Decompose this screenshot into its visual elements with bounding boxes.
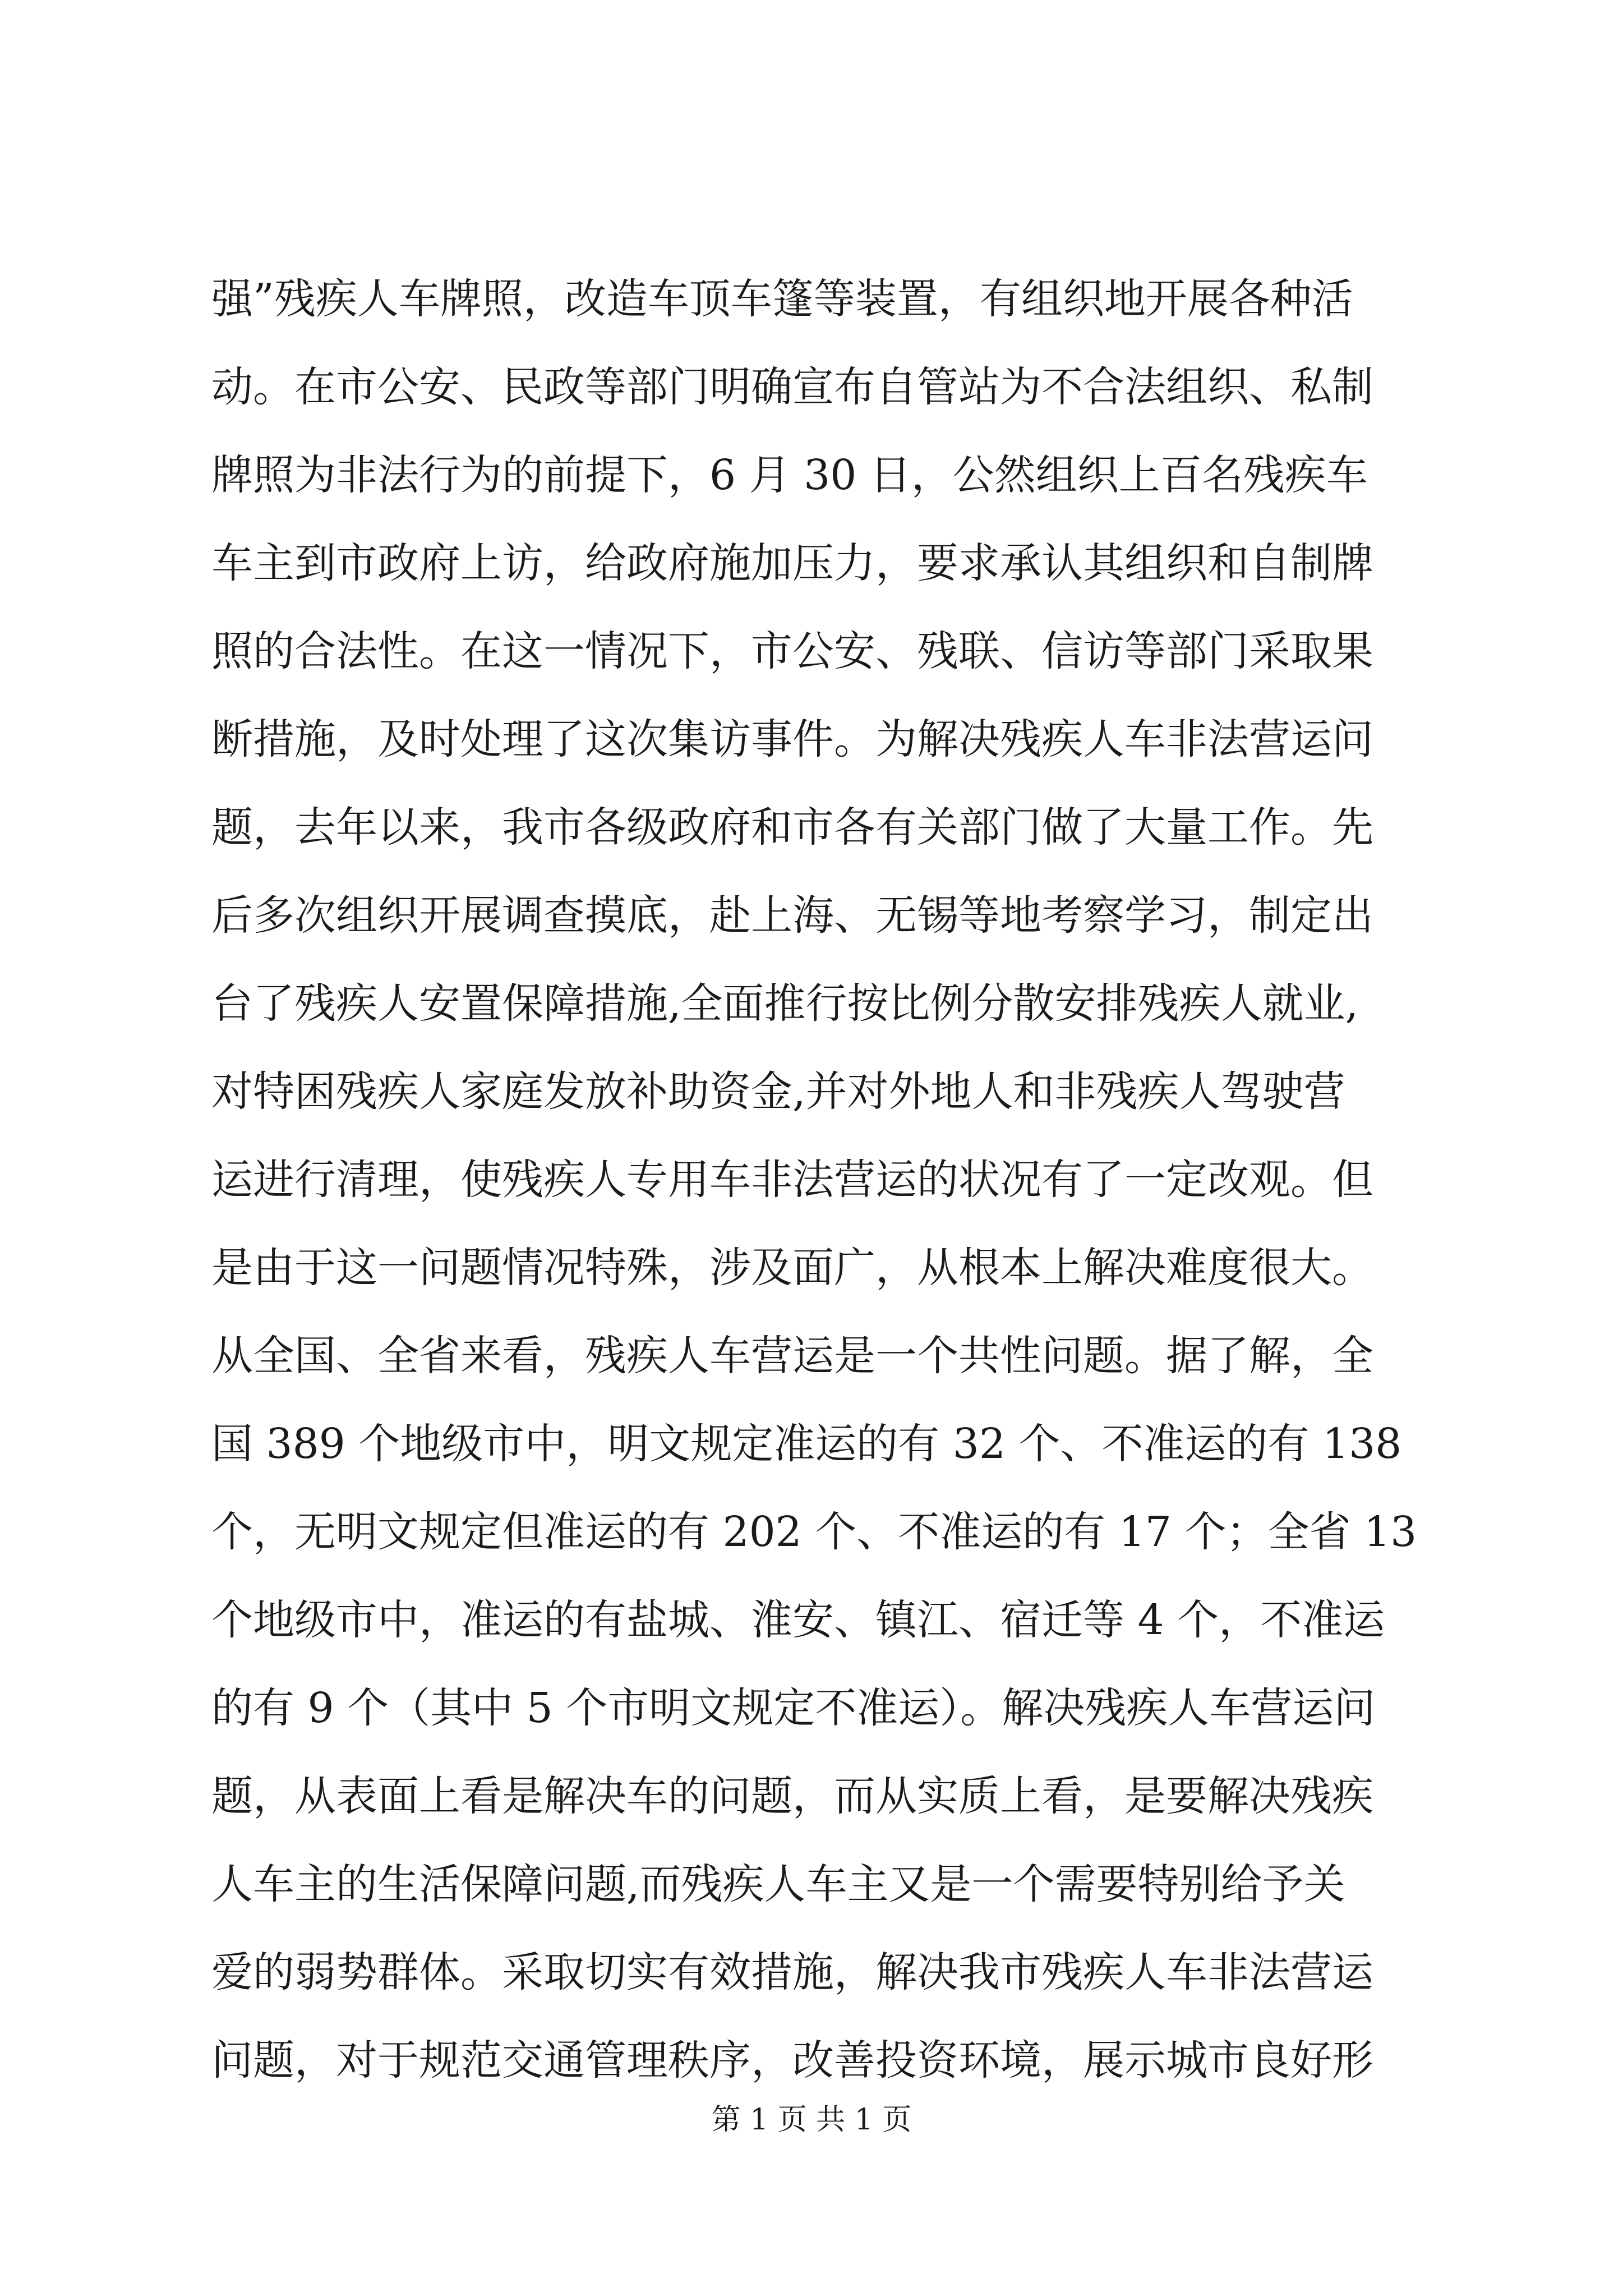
text-line: 动。在市公安、民政等部门明确宣布自管站为不合法组织、私制	[211, 363, 1373, 411]
text-line: 爱的弱势群体。采取切实有效措施，解决我市残疾人车非法营运	[211, 1948, 1373, 1996]
text-line: 是由于这一问题情况特殊，涉及面广，从根本上解决难度很大。	[211, 1244, 1373, 1292]
text-line: 题，从表面上看是解决车的问题，而从实质上看，是要解决残疾	[211, 1772, 1373, 1820]
text-line: 从全国、全省来看，残疾人车营运是一个共性问题。据了解，全	[211, 1332, 1373, 1380]
body-text	[211, 255, 1423, 2105]
text-line: 国 389 个地级市中，明文规定准运的有 32 个、不准运的有 138	[211, 1420, 1402, 1468]
page-number-label: 第 1 页 共 1 页	[711, 2103, 912, 2137]
text-line: 后多次组织开展调查摸底，赴上海、无锡等地考察学习，制定出	[211, 891, 1373, 940]
text-line: 题，去年以来，我市各级政府和市各有关部门做了大量工作。先	[211, 803, 1373, 852]
text-line: 台了残疾人安置保障措施,全面推行按比例分散安排残疾人就业,	[211, 979, 1359, 1028]
text-line: 运进行清理，使残疾人专用车非法营运的状况有了一定改观。但	[211, 1156, 1373, 1204]
text-line: 问题，对于规范交通管理秩序，改善投资环境，展示城市良好形	[211, 2036, 1373, 2085]
text-line: 照的合法性。在这一情况下，市公安、残联、信访等部门采取果	[211, 627, 1373, 675]
text-line: 车主到市政府上访，给政府施加压力，要求承认其组织和自制牌	[211, 539, 1373, 587]
text-line: 强”残疾人车牌照，改造车顶车篷等装置，有组织地开展各种活	[211, 275, 1353, 323]
text-line: 对特困残疾人家庭发放补助资金,并对外地人和非残疾人驾驶营	[211, 1068, 1345, 1116]
text-line: 的有 9 个（其中 5 个市明文规定不准运）。解决残疾人车营运问	[211, 1684, 1376, 1732]
text-line: 个，无明文规定但准运的有 202 个、不准运的有 17 个；全省 13	[211, 1508, 1417, 1556]
text-line: 个地级市中，准运的有盐城、淮安、镇江、宿迁等 4 个，不准运	[211, 1596, 1385, 1644]
text-line: 人车主的生活保障问题,而残疾人车主又是一个需要特别给予关	[211, 1860, 1345, 1908]
text-line: 牌照为非法行为的前提下，6 月 30 日，公然组织上百名残疾车	[211, 451, 1368, 499]
page-footer	[0, 2100, 1623, 2139]
text-line: 断措施，及时处理了这次集访事件。为解决残疾人车非法营运问	[211, 715, 1373, 763]
